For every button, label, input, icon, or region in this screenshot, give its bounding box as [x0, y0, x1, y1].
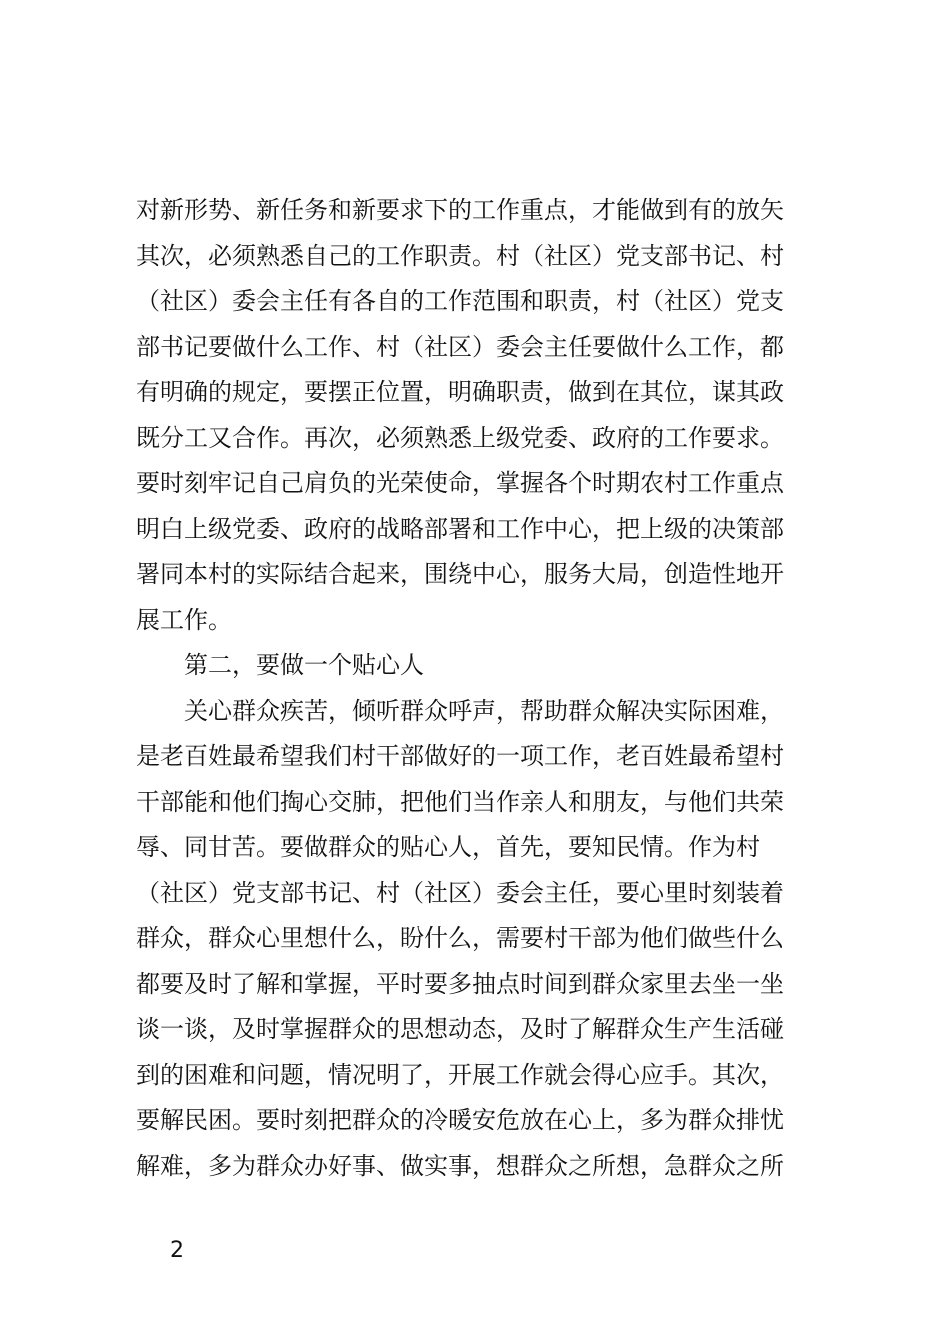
text-line: 既分工又合作。再次，必须熟悉上级党委、政府的工作要求。	[136, 423, 784, 452]
body-text	[136, 188, 826, 1189]
text-line: 其次，必须熟悉自己的工作职责。村（社区）党支部书记、村	[136, 241, 784, 270]
text-line: 谈一谈，及时掌握群众的思想动态，及时了解群众生产生活碰	[136, 1015, 784, 1043]
text-line: 干部能和他们掏心交肺，把他们当作亲人和朋友，与他们共荣	[136, 787, 784, 816]
text-line: （社区）委会主任有各自的工作范围和职责，村（社区）党支	[136, 287, 784, 315]
paragraph-start: 关心群众疾苦，倾听群众呼声，帮助群众解决实际困难，	[184, 696, 784, 725]
text-line: 辱、同甘苦。要做群众的贴心人，首先，要知民情。作为村	[136, 833, 760, 861]
section-heading: 第二，要做一个贴心人	[184, 651, 424, 679]
text-line: 部书记要做什么工作、村（社区）委会主任要做什么工作，都	[136, 332, 784, 361]
text-line: 明白上级党委、政府的战略部署和工作中心，把上级的决策部	[136, 514, 784, 543]
text-line: 到的困难和问题，情况明了，开展工作就会得心应手。其次，	[136, 1060, 784, 1089]
text-line: 要解民困。要时刻把群众的冷暖安危放在心上，多为群众排忧	[136, 1106, 784, 1134]
text-line: 群众，群众心里想什么，盼什么，需要村干部为他们做些什么	[136, 924, 784, 952]
text-line: （社区）党支部书记、村（社区）委会主任，要心里时刻装着	[136, 878, 784, 907]
text-line: 展工作。	[136, 605, 232, 634]
text-line: 都要及时了解和掌握，平时要多抽点时间到群众家里去坐一坐	[136, 969, 784, 998]
text-line: 署同本村的实际结合起来，围绕中心，服务大局，创造性地开	[136, 560, 784, 588]
page-number: 2	[170, 1238, 184, 1263]
text-line: 解难，多为群众办好事、做实事，想群众之所想，急群众之所	[136, 1151, 784, 1180]
text-line: 是老百姓最希望我们村干部做好的一项工作，老百姓最希望村	[136, 742, 784, 770]
text-line: 对新形势、新任务和新要求下的工作重点，才能做到有的放矢	[136, 196, 784, 224]
text-line: 要时刻牢记自己肩负的光荣使命，掌握各个时期农村工作重点	[136, 469, 784, 497]
text-line: 有明确的规定，要摆正位置，明确职责，做到在其位，谋其政	[136, 378, 784, 406]
